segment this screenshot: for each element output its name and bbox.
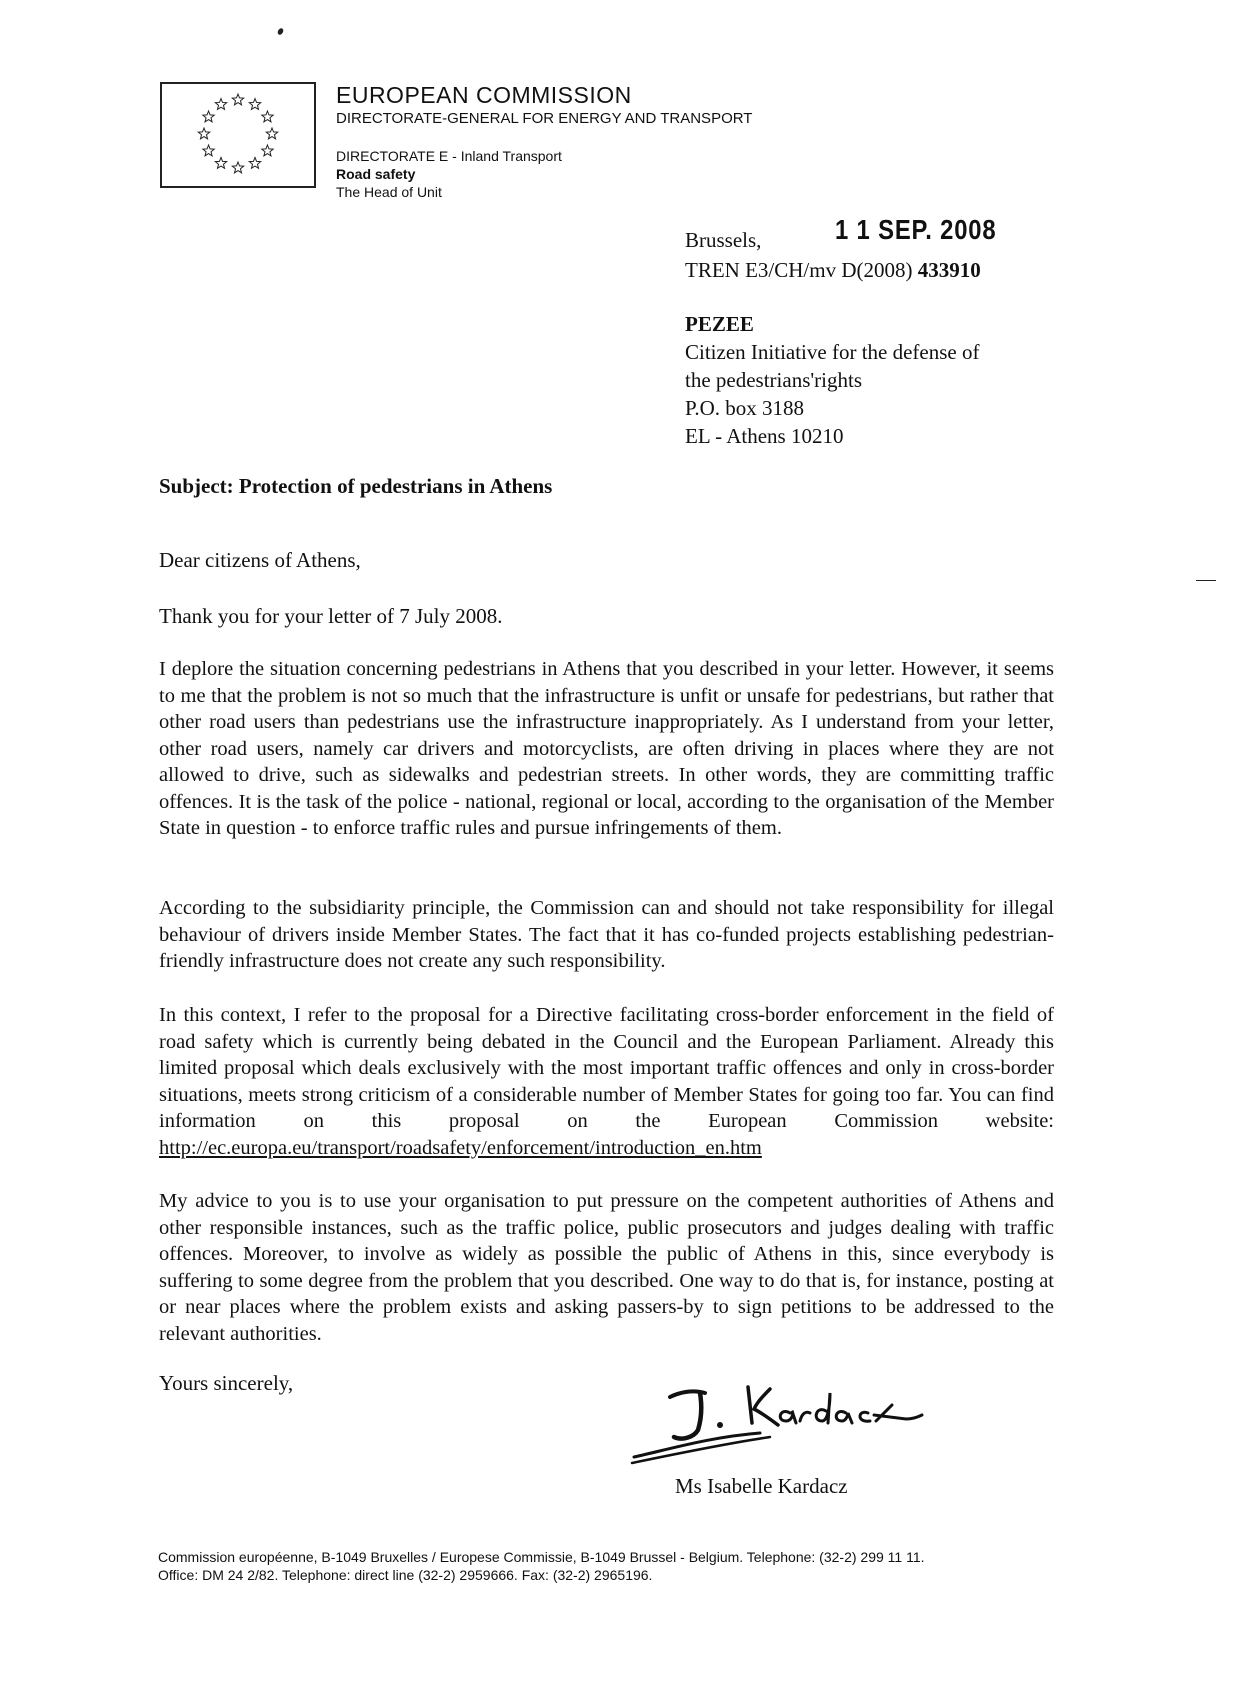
star-icon [262, 145, 273, 156]
body-paragraph [159, 1002, 1054, 1161]
signatory-name: Ms Isabelle Kardacz [675, 1474, 848, 1498]
reference [685, 258, 981, 283]
body-paragraph: I deplore the situation concerning pedestrians in Athens that you described in your letter. However, it seems to me that the problem is not so much that the infrastructure is unfit or unsafe for pedestrians, but rather that other road users than pedestrians use the infrastructure inappropriately. As I understand from your letter, other road users, namely car drivers and motorcyclists, are often driving in places where they are not allowed to drive, such as sidewalks and pedestrian streets. In other words, they are committing traffic offences. It is the task of the police - national, regional or local, according to the organisation of the Member State in question - to enforce traffic rules and pursue infringements of them. [159, 658, 1054, 839]
footer [158, 1548, 1158, 1584]
date-stamp: 1 1 SEP. 2008 [835, 214, 997, 245]
website-link[interactable]: http://ec.europa.eu/transport/roadsafety/enforcement/introduction_en.htm [159, 1136, 762, 1159]
thanks-line: Thank you for your letter of 7 July 2008. [159, 604, 503, 628]
recipient-name: PEZEE [685, 312, 754, 336]
eu-stars-icon [162, 84, 314, 186]
handwritten-signature [630, 1375, 940, 1470]
body-paragraph: According to the subsidiarity principle, the Commission can and should not take responsibility for illegal behaviour of drivers inside Member States. The fact that it has co-funded projects establishing pedestrian-friendly infrastructure does not create any such responsibility. [159, 897, 1054, 972]
star-icon [266, 128, 277, 139]
position-title: The Head of Unit [336, 184, 442, 200]
star-icon [215, 157, 226, 168]
recipient-line: Citizen Initiative for the defense of [685, 340, 980, 364]
eu-logo [160, 82, 316, 188]
recipient-line: the pedestrians'rights [685, 368, 862, 392]
star-icon [262, 111, 273, 122]
recipient-line: P.O. box 3188 [685, 396, 805, 420]
directorate-general: DIRECTORATE-GENERAL FOR ENERGY AND TRANSPORT [336, 110, 753, 127]
subject-line: Subject: Protection of pedestrians in Athens [159, 474, 553, 498]
organisation-name: EUROPEAN COMMISSION [336, 82, 632, 108]
footer-line: Office: DM 24 2/82. Telephone: direct line (32-2) 2959666. Fax: (32-2) 2965196. [158, 1567, 653, 1583]
scan-speck [277, 27, 285, 36]
footer-line: Commission européenne, B-1049 Bruxelles / Europese Commissie, B-1049 Brussel - Belgium. Telephone: (32-2) 299 11 11. [158, 1549, 925, 1565]
reference-prefix: TREN E3/CH/mv D(2008) [685, 258, 918, 282]
star-icon [203, 145, 214, 156]
margin-mark [1196, 580, 1216, 581]
closing: Yours sincerely, [159, 1371, 294, 1395]
salutation: Dear citizens of Athens, [159, 548, 361, 572]
recipient-address [685, 310, 979, 450]
star-icon [249, 99, 260, 110]
star-icon [232, 162, 243, 173]
paragraph-text: In this context, I refer to the proposal for a Directive facilitating cross-border enforcement in the field of road safety which is currently being debated in the Council and the European Parliament. Already this limited proposal which deals exclusively with the most important traffic offences and only in cross-border situations, meets strong criticism of a considerable number of Member States for going too far. You can find information on this proposal on the European Commission website: [159, 1004, 1054, 1132]
recipient-line: EL - Athens 10210 [685, 424, 844, 448]
reference-number: 433910 [917, 258, 981, 282]
unit-name: Road safety [336, 166, 416, 182]
star-icon [215, 99, 226, 110]
directorate: DIRECTORATE E - Inland Transport [336, 148, 562, 164]
star-icon [203, 111, 214, 122]
star-icon [198, 128, 209, 139]
body-paragraph: My advice to you is to use your organisation to put pressure on the competent authorities of Athens and other responsible instances, such as the traffic police, public prosecutors and judges dealing with traffic offences. Moreover, to involve as widely as possible the public of Athens in this, since everybody is suffering to some degree from the problem that you described. One way to do that is, for instance, posting at or near places where the problem exists and asking passers-by to sign petitions to be addressed to the relevant authorities. [159, 1190, 1054, 1345]
star-icon [232, 94, 243, 105]
star-icon [249, 157, 260, 168]
dateline-city: Brussels, [685, 228, 762, 252]
